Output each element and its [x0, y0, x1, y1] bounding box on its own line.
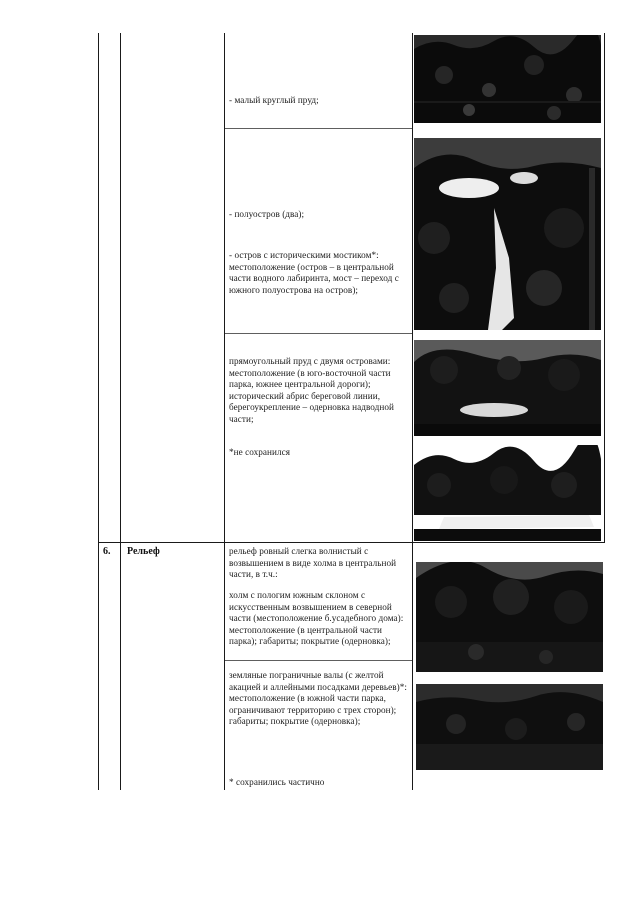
cell-divider-text-1 [224, 333, 412, 334]
column-divider-3 [412, 33, 413, 790]
hill-text: холм с пологим южным склоном с искусственным возвышением в северной части (местоположение б.усадебного дома): местоположение (в центральной части парка); габариты; покрытие (одерновка); [229, 590, 404, 646]
photo-hill [416, 562, 603, 672]
small-pond-text: - малый круглый пруд; [229, 95, 319, 105]
column-divider-1 [120, 33, 121, 790]
earth-banks-text: земляные пограничные валы (с желтой акацией и аллейными посадками деревьев)*: местоположение (в южной части парка, ограничивают территорию с трех сторон); габариты; покрытие (одерновка); [229, 670, 407, 726]
relief-intro-text: рельеф ровный слегка волнистый с возвышением в виде холма в центральной части, в т.ч.: [229, 546, 397, 579]
photo-small-pond [414, 35, 601, 123]
row-divider [98, 542, 605, 543]
table-border-right [604, 33, 605, 543]
peninsulas-text: - полуостров (два); [229, 209, 305, 219]
island-text: - остров с историческими мостиком*: местоположение (остров – в центральной части водного лабиринта, мост – переход с южного полуострова на остров); [229, 250, 399, 295]
photo-earth-banks [416, 684, 603, 770]
column-divider-2 [224, 33, 225, 790]
cell-divider-photo-1 [224, 128, 412, 129]
photo-island-bridge [414, 138, 601, 330]
photo-rect-pond [414, 340, 601, 436]
partially-preserved-note: * сохранились частично [229, 777, 325, 787]
photo-pond-shore [414, 445, 601, 541]
row-number: 6. [103, 546, 111, 557]
section-title: Рельеф [127, 546, 160, 557]
not-preserved-note: *не сохранился [229, 447, 291, 457]
cell-divider-text-2 [224, 660, 412, 661]
table-border-left [98, 33, 99, 790]
rect-pond-text: прямоугольный пруд с двумя островами: местоположение (в юго-восточной части парка, южнее центральной дороги); исторический абрис береговой линии, берегоукрепление – одерновка надводной части; [229, 356, 394, 424]
